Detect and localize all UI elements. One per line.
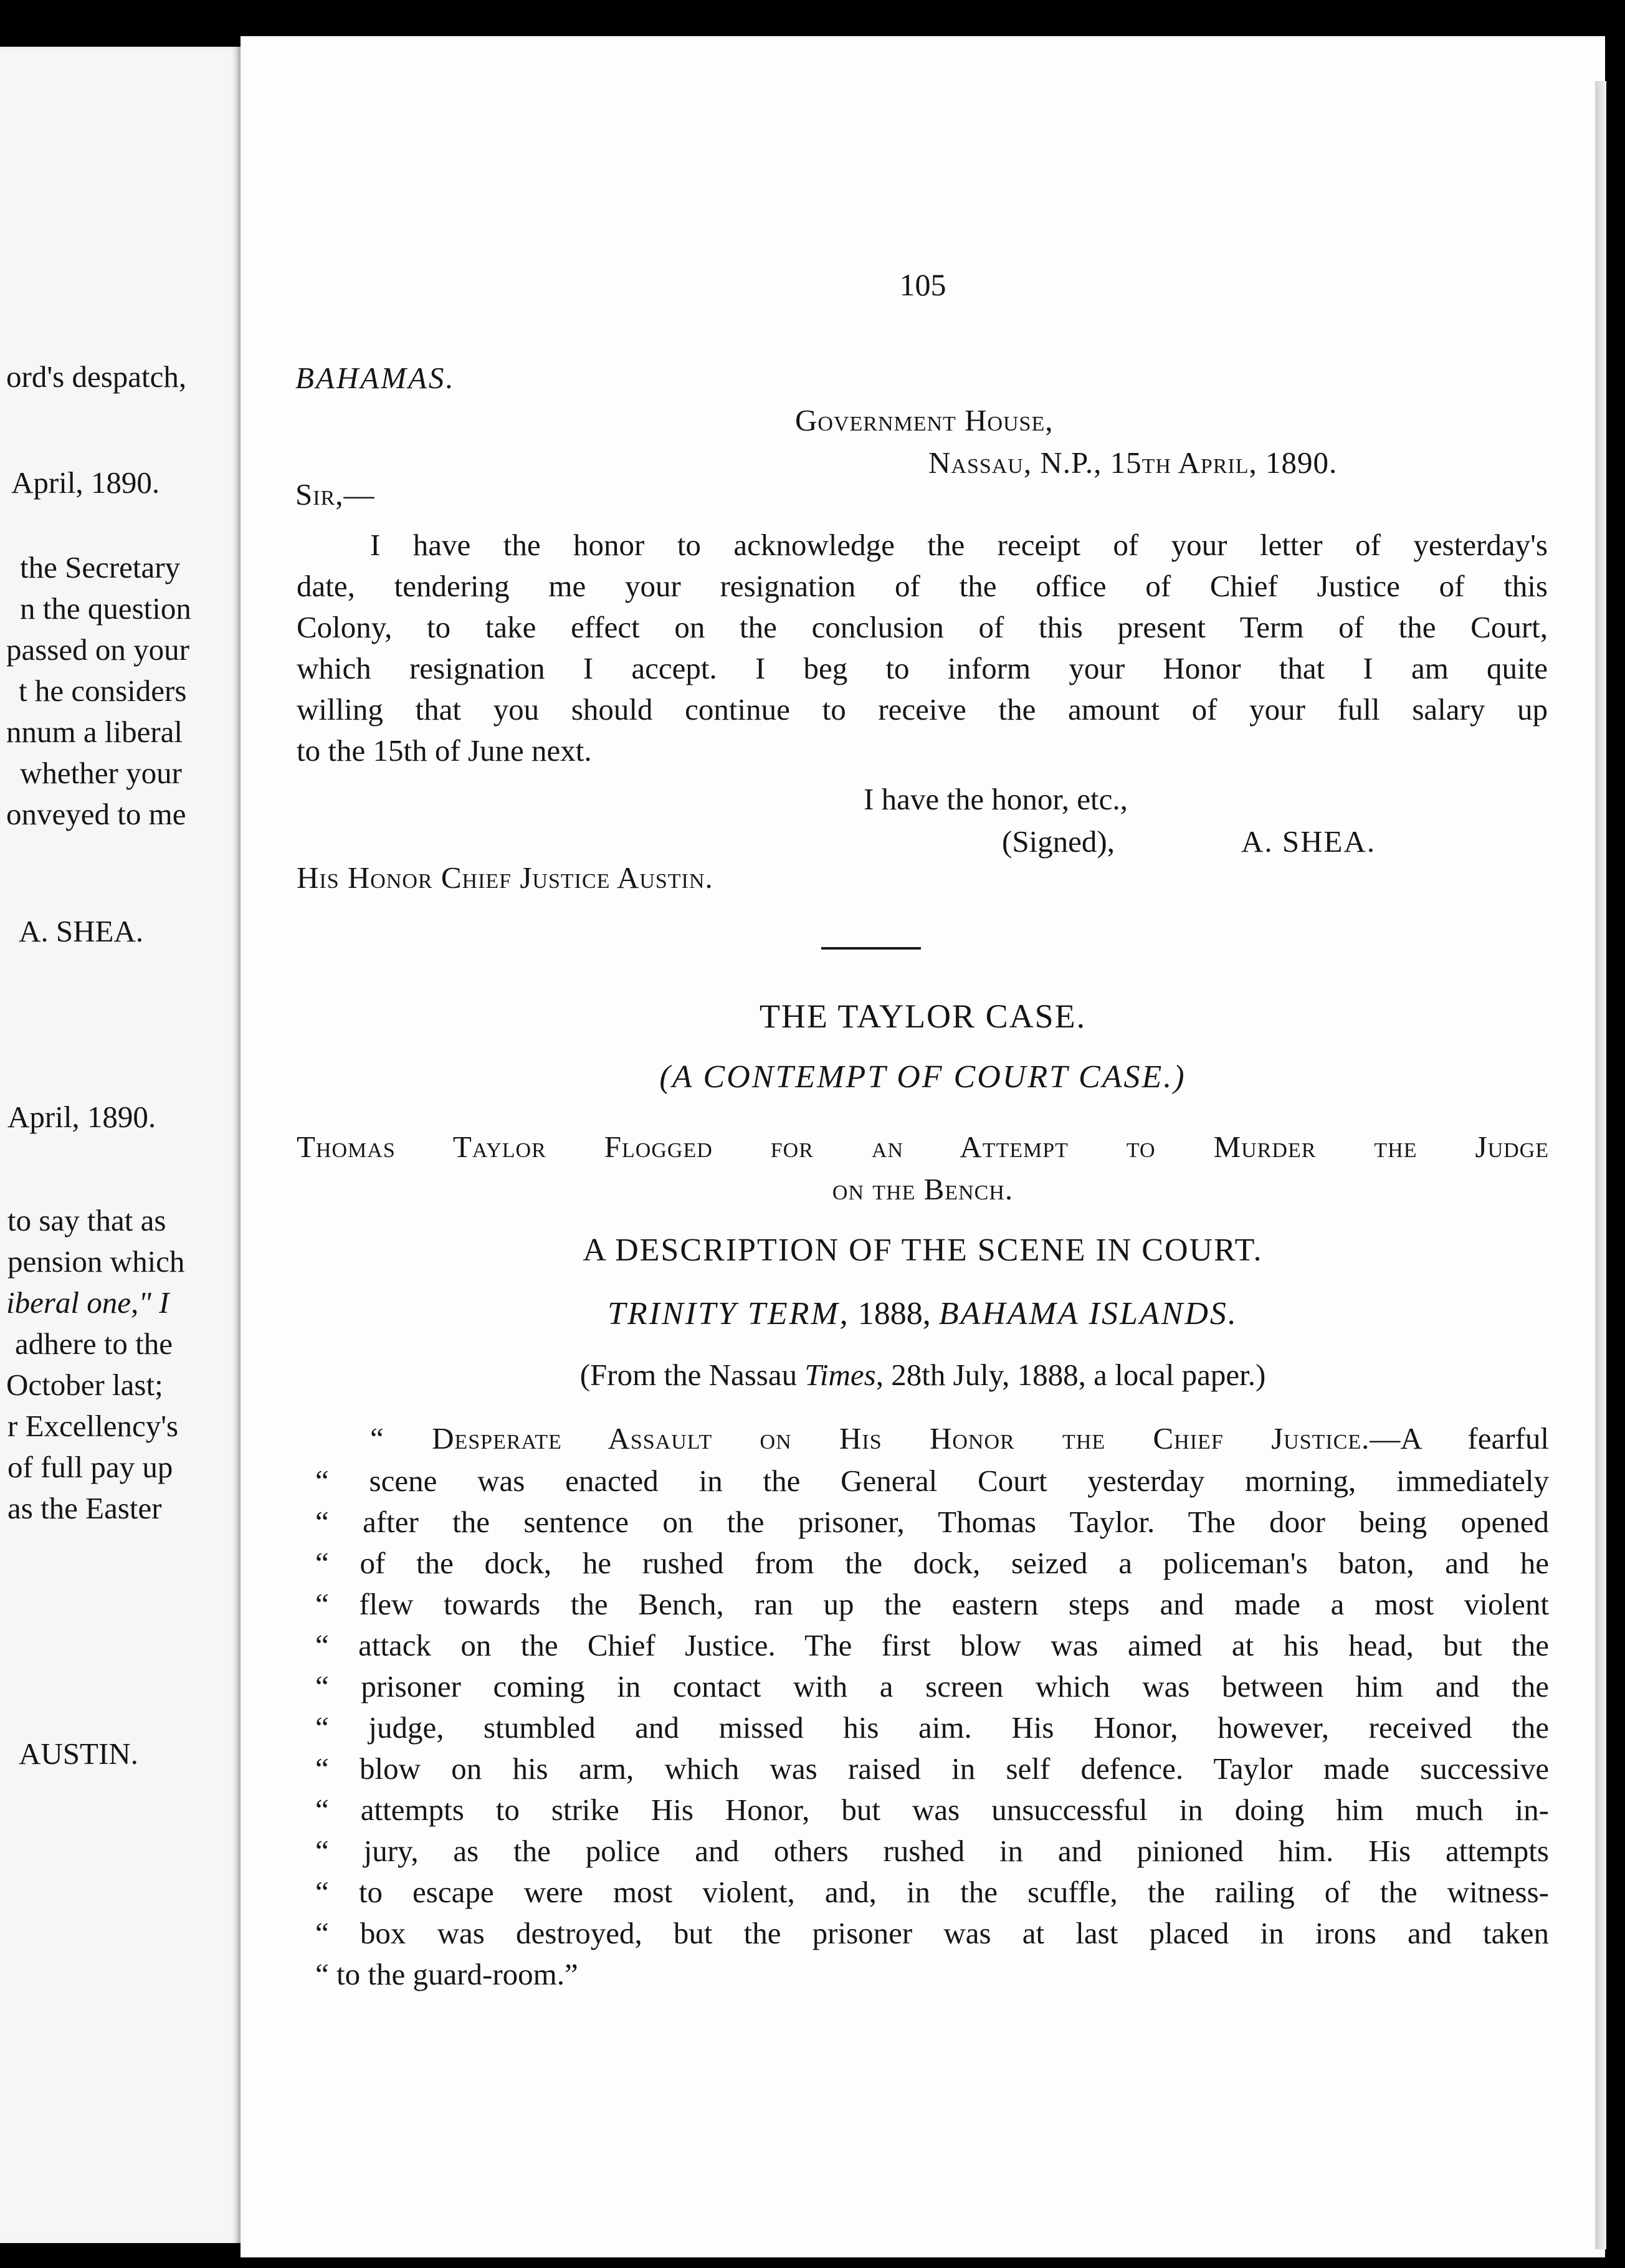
quote-line: “ to escape were most violent, and, in the scuffle, the railing of the witness- (315, 1875, 1549, 1909)
letter-body-line: date, tendering me your resignation of the office of Chief Justice of this (297, 569, 1548, 603)
quote-line: “ jury, as the police and others rushed in and pinioned him. His attempts (315, 1834, 1549, 1868)
term-place: BAHAMA ISLANDS. (938, 1296, 1238, 1332)
quote-line: “ flew towards the Bench, ran up the eastern steps and made a most violent (315, 1587, 1549, 1621)
quote-line: “ attempts to strike His Honor, but was unsuccessful in doing him much in- (315, 1793, 1549, 1827)
left-fragment-line: to say that as (7, 1203, 166, 1237)
quote-line: “ scene was enacted in the General Court yesterday morning, immediately (315, 1464, 1549, 1498)
case-title: THE TAYLOR CASE. (759, 998, 1087, 1035)
left-fragment-line: adhere to the (15, 1327, 173, 1361)
left-fragment-line: r Excellency's (7, 1409, 179, 1443)
source-line (241, 1356, 1605, 1394)
letter-body-line: I have the honor to acknowledge the receipt of your letter of yesterday's (370, 528, 1548, 562)
case-headline-line-1: Thomas Taylor Flogged for an Attempt to Murder the Judge (297, 1130, 1549, 1164)
term-line (241, 1295, 1605, 1333)
left-fragment-line: whether your (20, 756, 182, 790)
quote-lead-rest: —A fearful (1370, 1421, 1549, 1456)
section-divider (821, 947, 921, 950)
left-fragment-line: October last; (6, 1368, 163, 1402)
left-fragment-line: t he considers (19, 674, 187, 708)
letter-recipient: His Honor Chief Justice Austin. (297, 860, 713, 895)
source-suffix: , 28th July, 1888, a local paper.) (875, 1358, 1266, 1392)
letter-body-line: to the 15th of June next. (297, 733, 592, 768)
letter-colony: BAHAMAS. (295, 361, 455, 395)
left-fragment-line: nnum a liberal (6, 715, 183, 749)
left-fragment-line: AUSTIN. (19, 1737, 138, 1771)
quote-line: “ of the dock, he rushed from the dock, seized a policeman's baton, and he (315, 1546, 1549, 1580)
case-headline-line-2: on the Bench. (832, 1172, 1014, 1206)
left-page-fragment (0, 47, 260, 2243)
quote-line: “ to the guard-room.” (315, 1957, 578, 1991)
letter-salutation: Sir,— (295, 477, 375, 512)
left-fragment-line: pension which (7, 1244, 185, 1279)
quote-lead-line (370, 1419, 1549, 1458)
letter-signature: A. SHEA. (1241, 824, 1376, 859)
left-fragment-line: passed on your (6, 632, 189, 667)
letter-body-line: which resignation I accept. I beg to inform your Honor that I am quite (297, 651, 1548, 685)
page-edge (1595, 81, 1606, 2249)
letter-body-line: willing that you should continue to receive the amount of your full salary up (297, 692, 1548, 727)
left-fragment-line: April, 1890. (7, 1100, 156, 1134)
left-fragment-line: n the question (20, 591, 191, 626)
left-fragment-line: A. SHEA. (19, 914, 144, 948)
quote-line: “ box was destroyed, but the prisoner was at last placed in irons and taken (315, 1916, 1549, 1950)
letter-address-line-2: Nassau, N.P., 15th April, 1890. (928, 446, 1338, 480)
left-fragment-line: iberal one," I (6, 1285, 169, 1320)
quote-line: “ judge, stumbled and missed his aim. His Honor, however, received the (315, 1710, 1549, 1745)
quote-line: “ prisoner coming in contact with a screen which was between him and the (315, 1669, 1549, 1703)
document-page (241, 36, 1605, 2257)
left-fragment-line: as the Easter (7, 1491, 162, 1525)
left-fragment-line: onveyed to me (6, 797, 186, 831)
term-name: TRINITY TERM, (608, 1296, 850, 1332)
quote-lead-heading: “ Desperate Assault on His Honor the Chief Justice. (370, 1421, 1370, 1456)
letter-address-line-1: Government House, (795, 403, 1054, 437)
source-prefix: (From the Nassau (579, 1358, 805, 1392)
left-fragment-line: the Secretary (20, 550, 181, 584)
source-paper: Times (804, 1358, 876, 1392)
letter-body-line: Colony, to take effect on the conclusion of this present Term of the Court, (297, 610, 1548, 644)
case-subtitle: (A CONTEMPT OF COURT CASE.) (659, 1059, 1186, 1095)
letter-closing: I have the honor, etc., (864, 782, 1128, 816)
page-number: 105 (899, 267, 946, 302)
quote-line: “ attack on the Chief Justice. The first blow was aimed at his head, but the (315, 1628, 1549, 1662)
letter-signed-label: (Signed), (1002, 824, 1115, 859)
left-fragment-line: ord's despatch, (6, 360, 187, 394)
description-heading: A DESCRIPTION OF THE SCENE IN COURT. (583, 1232, 1263, 1268)
quote-line: “ blow on his arm, which was raised in self defence. Taylor made successive (315, 1751, 1549, 1786)
term-year: 1888, (849, 1296, 939, 1332)
left-fragment-line: of full pay up (7, 1450, 173, 1484)
left-fragment-line: April, 1890. (11, 465, 160, 500)
quote-line: “ after the sentence on the prisoner, Thomas Taylor. The door being opened (315, 1505, 1549, 1539)
